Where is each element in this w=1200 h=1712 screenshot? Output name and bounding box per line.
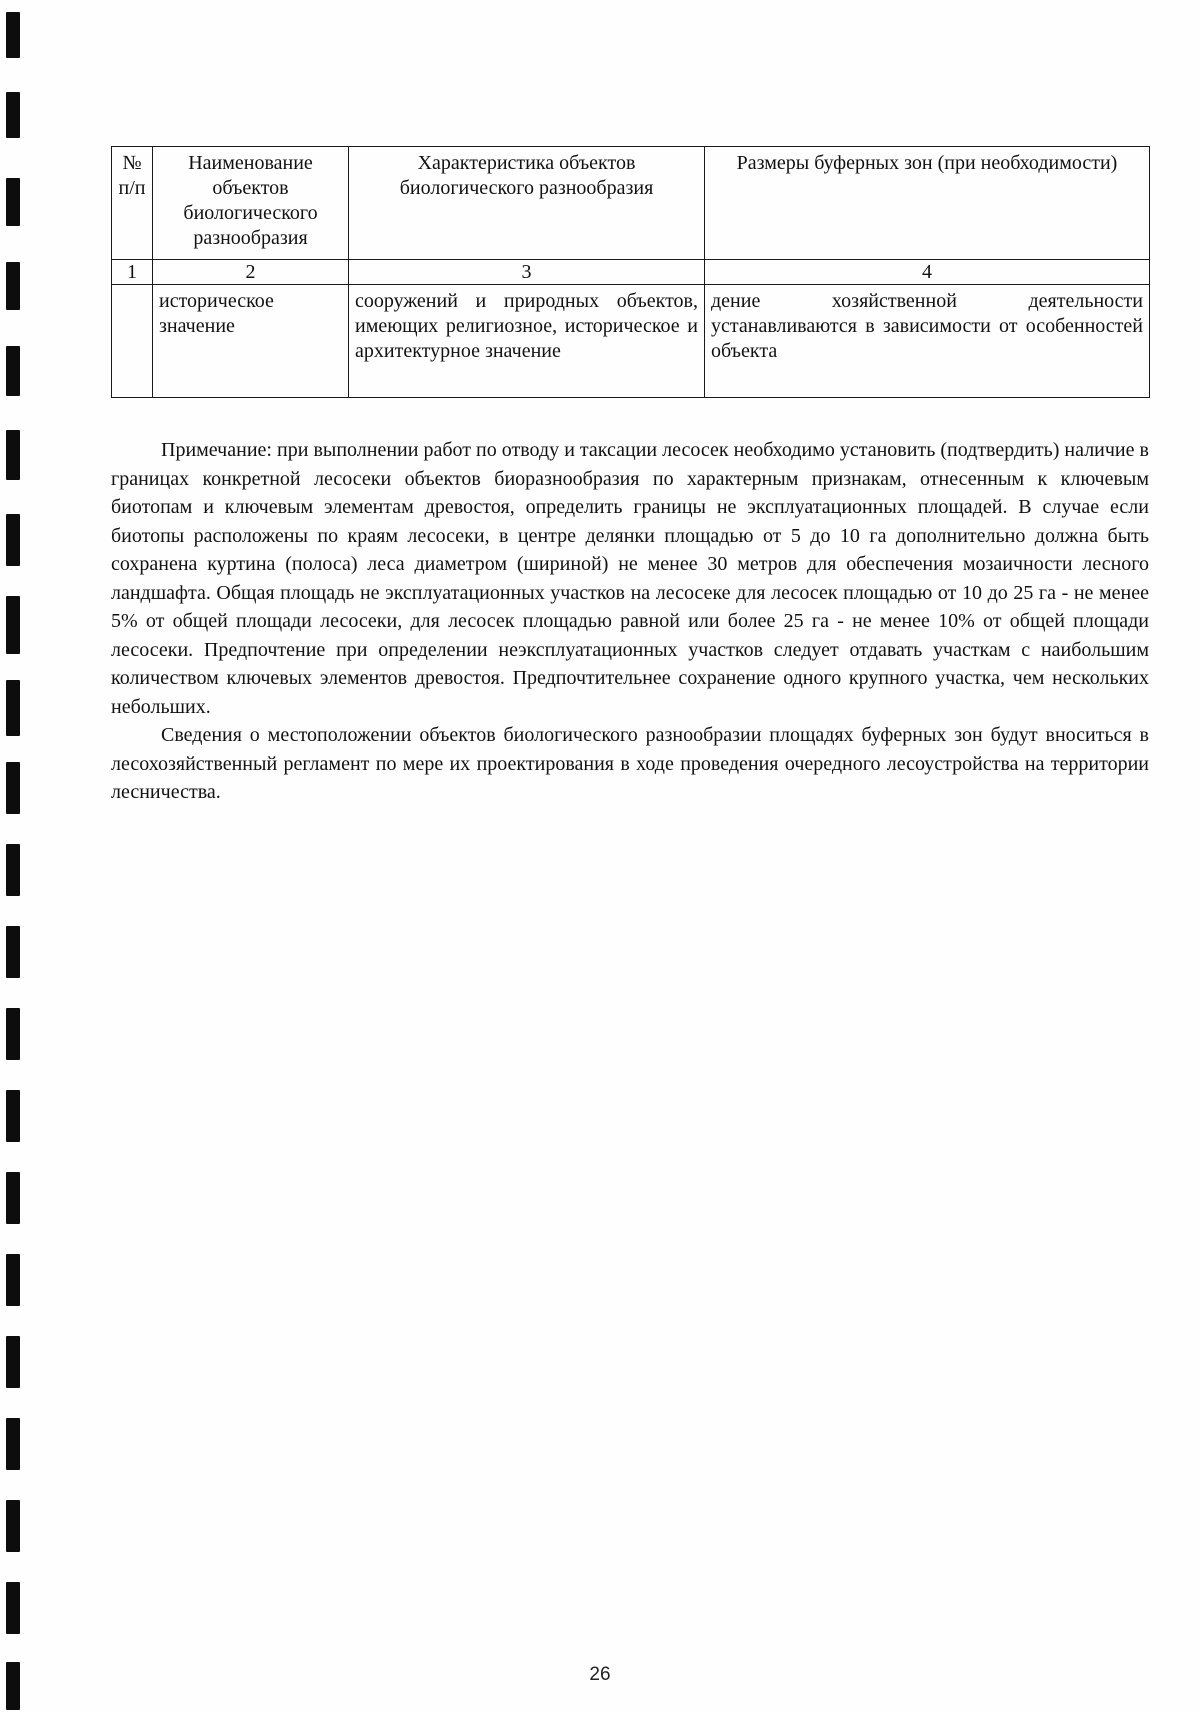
note-paragraph: Сведения о местоположении объектов биологического разнообразии площадях буферных зон будут вноситься в лесохозяйственный регламент по мере их проектирования в ходе проведения очередного лесоустройства на территории лесничества. bbox=[111, 724, 1149, 803]
binding-mark bbox=[6, 1254, 20, 1306]
header-cell-number: № п/п bbox=[112, 147, 153, 260]
binding-mark bbox=[6, 844, 20, 896]
header-cell-name: Наименование объектов биологического разнообразия bbox=[153, 147, 349, 260]
notes-section bbox=[111, 436, 1149, 807]
table-cell bbox=[112, 285, 153, 398]
table-cell: дение хозяйственной деятельности устанавливаются в зависимости от особенностей объекта bbox=[705, 285, 1150, 398]
table-header-row bbox=[112, 147, 1150, 260]
column-number-cell: 4 bbox=[705, 260, 1150, 285]
header-cell-buffer-zones: Размеры буферных зон (при необходимости) bbox=[705, 147, 1150, 260]
binding-mark bbox=[6, 346, 20, 396]
column-number-row bbox=[112, 260, 1150, 285]
page-number: 26 bbox=[589, 1664, 611, 1685]
binding-mark bbox=[6, 514, 20, 566]
column-number-cell: 2 bbox=[153, 260, 349, 285]
binding-mark bbox=[6, 12, 20, 58]
binding-mark bbox=[6, 1090, 20, 1142]
table-row bbox=[112, 285, 1150, 398]
biodiversity-table bbox=[111, 146, 1150, 398]
binding-mark bbox=[6, 1582, 20, 1634]
binding-mark bbox=[6, 1008, 20, 1060]
binding-mark bbox=[6, 1172, 20, 1224]
binding-mark bbox=[6, 596, 20, 654]
binding-mark bbox=[6, 262, 20, 310]
column-number-cell: 1 bbox=[112, 260, 153, 285]
column-number-cell: 3 bbox=[349, 260, 705, 285]
binding-mark bbox=[6, 762, 20, 814]
binding-mark bbox=[6, 1336, 20, 1388]
binding-mark bbox=[6, 430, 20, 480]
table-cell: сооружений и природных объектов, имеющих религиозное, историческое и архитектурное значение bbox=[349, 285, 705, 398]
binding-mark bbox=[6, 178, 20, 226]
note-paragraph: Примечание: при выполнении работ по отводу и таксации лесосек необходимо установить (подтвердить) наличие в границах конкретной лесосеки объектов биоразнообразия по характерным признакам, отнесенным к ключевым биотопам и ключевым элементам древостоя, определить границы не эксплуатационных площадей. В случае если биотопы расположены по краям лесосеки, в центре делянки площадью от 5 до 10 га дополнительно должна быть сохранена куртина (полоса) леса диаметром (шириной) не менее 30 метров для обеспечения мозаичности лесного ландшафта. Общая площадь не эксплуатационных участков на лесосеке для лесосек площадью от 10 до 25 га - не менее 5% от общей площади лесосеки, для лесосек площадью равной или более 25 га - не менее 10% от общей площади лесосеки. Предпочтение при определении неэксплуатационных участков следует отдавать участкам с наибольшим количеством ключевых элементов древостоя. Предпочтительнее сохранение одного крупного участка, чем нескольких небольших. bbox=[111, 439, 1149, 718]
table-cell: историческое значение bbox=[153, 285, 349, 398]
binding-mark bbox=[6, 926, 20, 978]
binding-mark bbox=[6, 1500, 20, 1552]
binding-mark bbox=[6, 1418, 20, 1470]
header-cell-characteristic: Характеристика объектов биологического разнообразия bbox=[349, 147, 705, 260]
binding-marks bbox=[0, 0, 30, 1712]
binding-mark bbox=[6, 92, 20, 138]
binding-mark bbox=[6, 680, 20, 736]
